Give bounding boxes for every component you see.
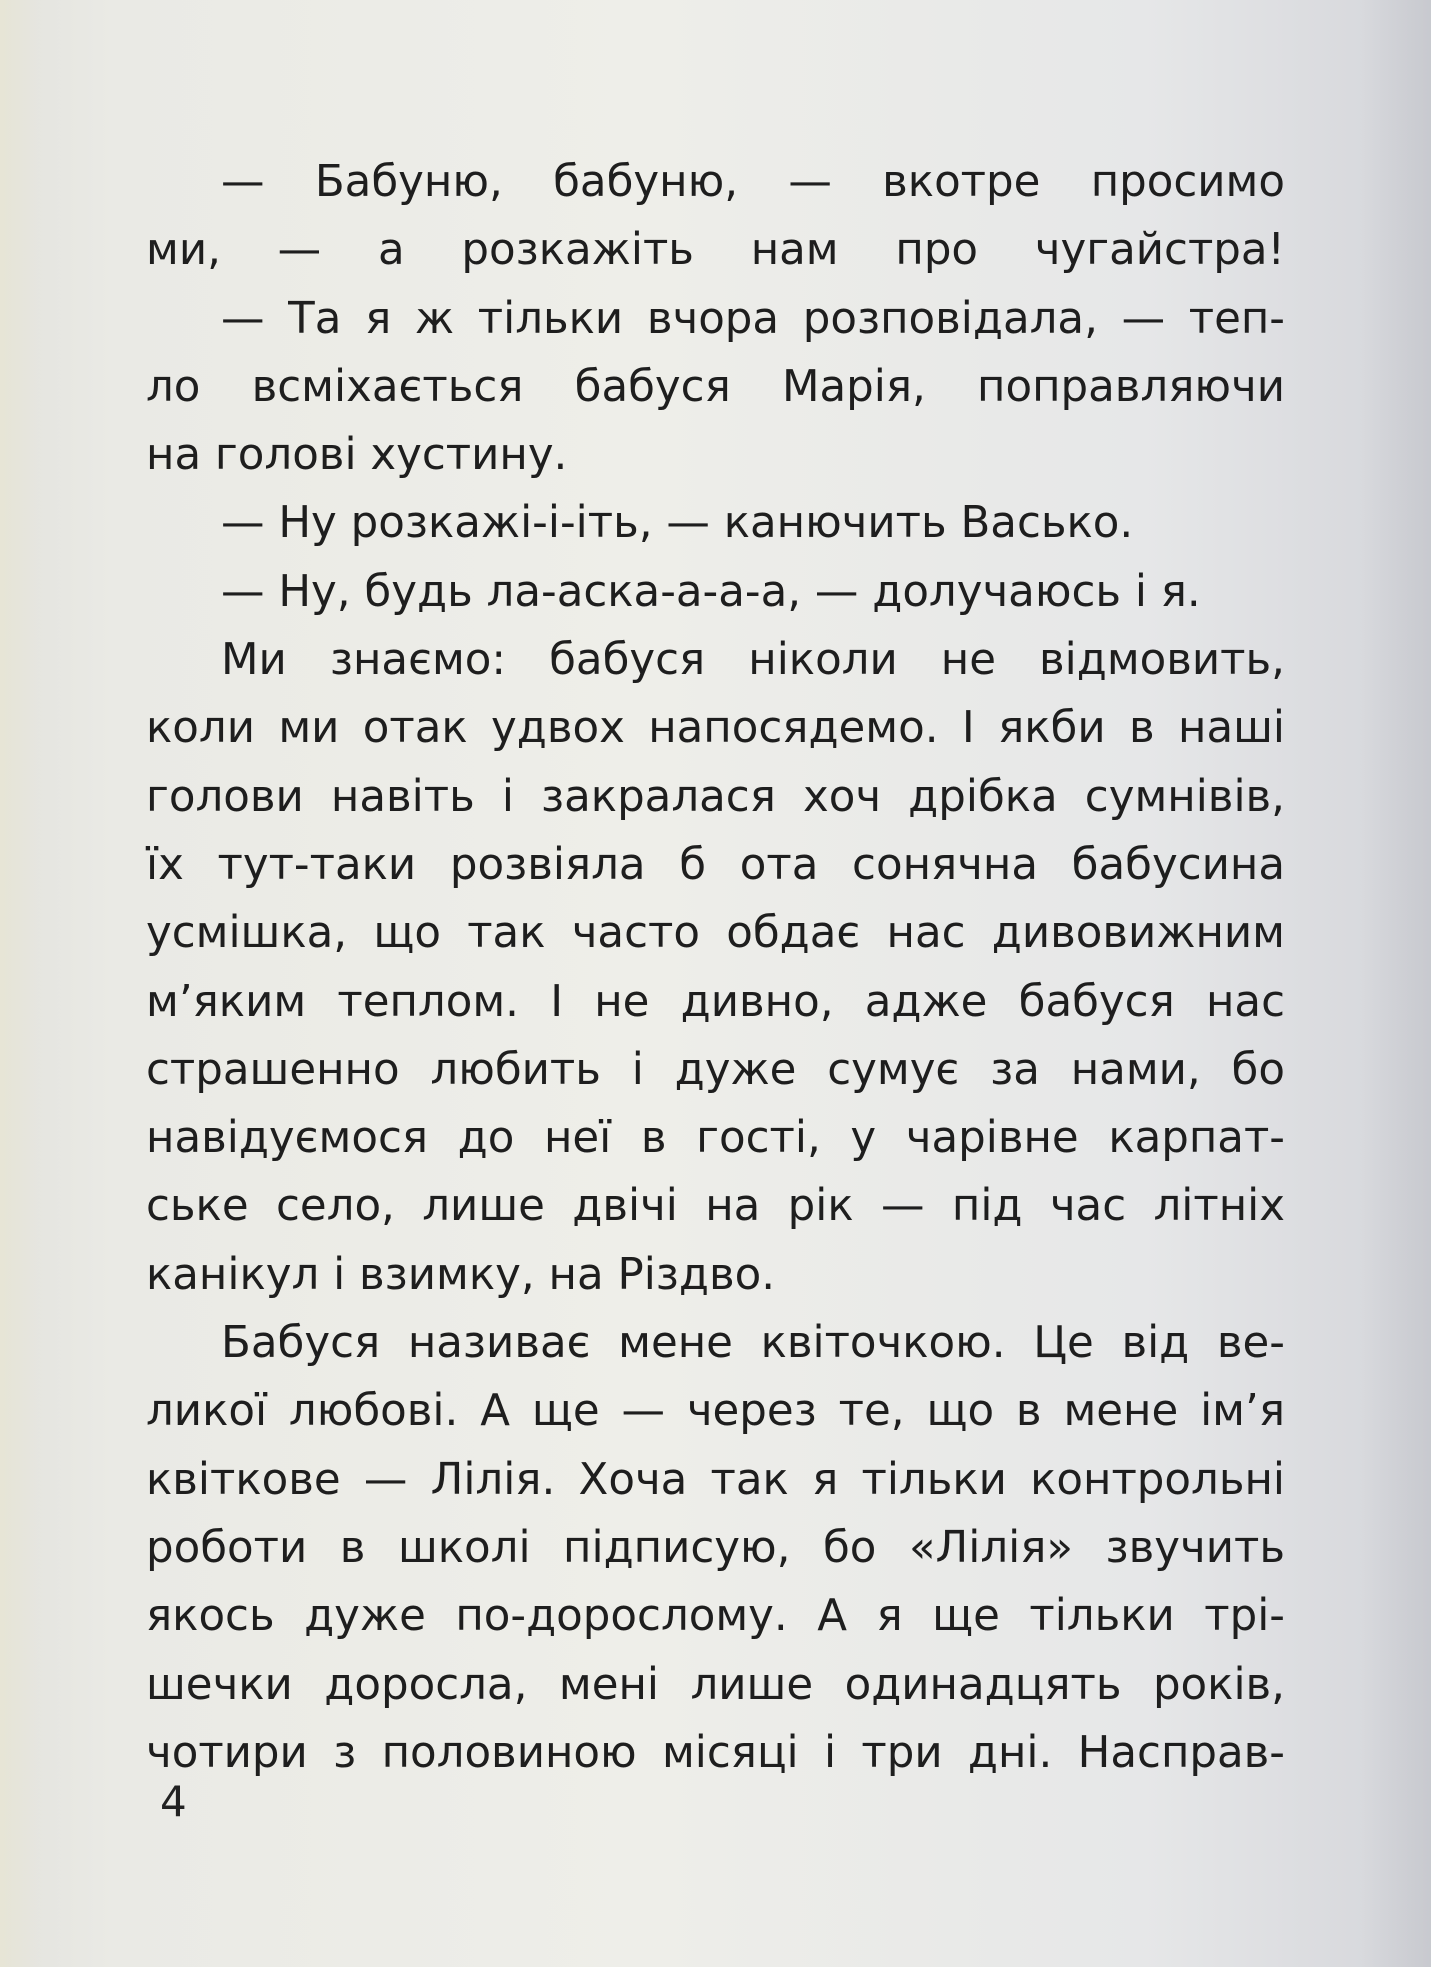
text-line: усмішка, що так часто обдає нас дивовижним [146, 908, 1285, 959]
text-line: коли ми отак удвох напосядемо. І якби в наші [146, 703, 1285, 754]
text-line: шечки доросла, мені лише одинадцять років, [146, 1659, 1285, 1710]
text-line: роботи в школі підписую, бо «Лілія» звучить [146, 1522, 1285, 1573]
text-line: страшенно любить і дуже сумує за нами, бо [146, 1044, 1285, 1095]
text-line: — Бабуню, бабуню, — вкотре просимо [221, 157, 1285, 207]
text-line: на голові хустину. [146, 430, 568, 481]
text-line: Ми знаємо: бабуся ніколи не відмовить, [221, 635, 1285, 686]
text-line: канікул і взимку, на Різдво. [146, 1249, 776, 1300]
page-number: 4 [160, 1777, 187, 1826]
text-line: ське село, лише двічі на рік — під час літніх [146, 1181, 1285, 1232]
text-line: — Ну, будь ла-аска-а-а-а, — долучаюсь і я. [221, 566, 1201, 617]
text-line: навідуємося до неї в гості, у чарівне карпат- [146, 1113, 1285, 1164]
body-text [146, 148, 1285, 1787]
text-line: Бабуся називає мене квіточкою. Це від ве- [221, 1318, 1285, 1369]
text-line: ликої любові. А ще — через те, що в мене ім’я [146, 1386, 1285, 1437]
page-edge-light [0, 0, 40, 1967]
text-line: квіткове — Лілія. Хоча так я тільки контрольні [146, 1454, 1285, 1505]
text-line: — Ну розкажі-і-іть, — канючить Васько. [221, 498, 1134, 549]
text-line: ми, — а розкажіть нам про чугайстра! [146, 225, 1285, 276]
page-gutter-shadow [1361, 0, 1431, 1967]
text-line: чотири з половиною місяці і три дні. Насправ- [146, 1727, 1285, 1778]
text-line: — Та я ж тільки вчора розповідала, — теп- [221, 293, 1285, 344]
text-line: м’яким теплом. І не дивно, адже бабуся нас [146, 976, 1285, 1027]
text-line: якось дуже по-дорослому. А я ще тільки трі- [146, 1591, 1285, 1642]
text-line: ло всміхається бабуся Марія, поправляючи [146, 361, 1285, 412]
text-line: голови навіть і закралася хоч дрібка сумнівів, [146, 771, 1285, 822]
text-line: їх тут-таки розвіяла б ота сонячна бабусина [146, 839, 1285, 890]
